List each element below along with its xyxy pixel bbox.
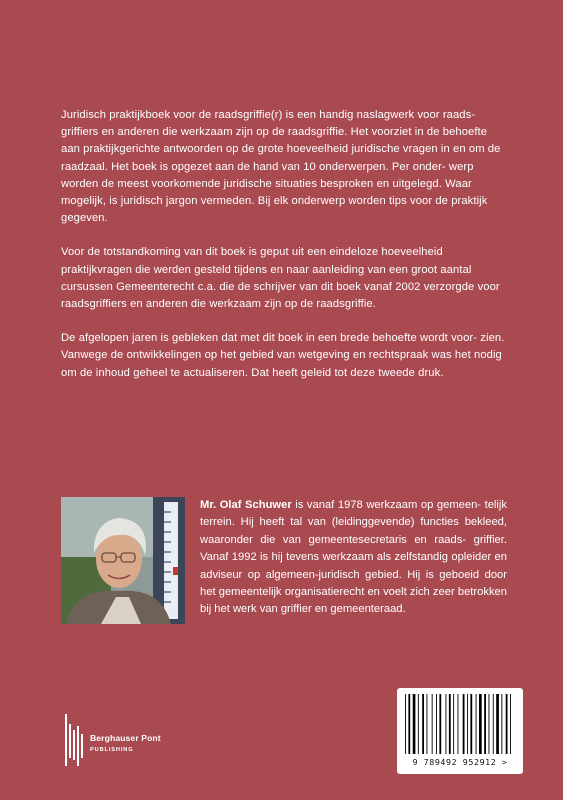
blurb-paragraph-1: Juridisch praktijkboek voor de raadsgriffie(r) is een handig naslagwerk voor raads- griffiers en anderen die werkzaam zijn op de raadsgriffie. Het voorziet in de behoefte aan praktijkgerichte antwoorden op de grote hoeveelheid juridische vragen in en om de raadzaal. Het boek is opgezet aan de hand van 10 onderwerpen. Per onder- werp worden de meest voorkomende juridische situaties besproken en uitgelegd. Waar mogelijk, is juridisch jargon vermeden. Bij elk onderwerp worden tips voor de praktijk gegeven.: [61, 109, 501, 225]
author-bio: [200, 497, 507, 619]
barcode-bars: [403, 694, 517, 756]
blurb-paragraph-2: Voor de totstandkoming van dit boek is geput uit een eindeloze hoeveelheid praktijkvragen die werden gesteld tijdens en naar aanleiding van een groot aantal cursussen Gemeenterecht c.a. die de schrijver van dit boek vanaf 2002 verzorgde voor raadsgriffiers en anderen die werkzaam zijn op de raadsgriffie.: [61, 246, 500, 311]
isbn-barcode: [397, 688, 523, 774]
author-bio-text: is vanaf 1978 werkzaam op gemeen- telijk terrein. Hij heeft tal van (leidinggevende) functies bekleed, waaronder die van gemeentesecretaris en raads- griffier. Vanaf 1992 is hij tevens werkzaam als zelfstandig opleider en adviseur op algemeen-juridisch gebied. Hij is geboeid door het gemeentelijk organisatierecht en voelt zich zeer betrokken bij het werk van griffier en gemeenteraad.: [200, 499, 507, 616]
publisher-logo: [64, 712, 174, 768]
blurb-paragraph-3: De afgelopen jaren is gebleken dat met dit boek in een brede behoefte wordt voor- zien. Vanwege de ontwikkelingen op het gebied van wetgeving en rechtspraak was het nodig om de inhoud geheel te actualiseren. Dat heeft geleid tot deze tweede druk.: [61, 332, 505, 379]
author-photo: [61, 497, 185, 624]
publisher-name: Berghauser Pont: [90, 733, 161, 743]
publisher-subtitle: PUBLISHING: [90, 747, 134, 753]
isbn-number: 9 789492 952912 >: [412, 757, 508, 767]
back-cover-blurb: [61, 107, 507, 399]
author-name: Mr. Olaf Schuwer: [200, 499, 292, 511]
publisher-mark-icon: [64, 712, 88, 768]
